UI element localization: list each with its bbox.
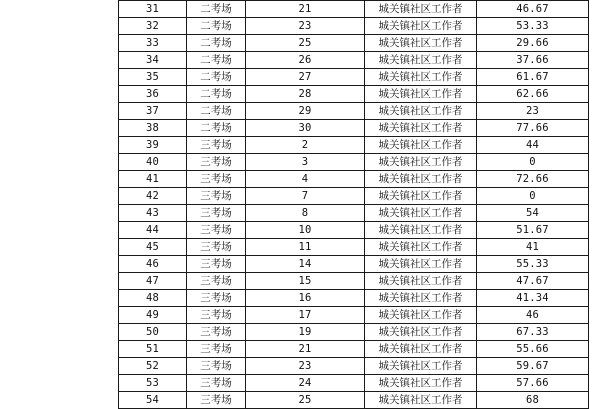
cell-seat-number — [246, 18, 365, 35]
table-row — [119, 307, 589, 324]
cell-score — [477, 290, 589, 307]
cell-seat-number — [246, 103, 365, 120]
cell-position — [365, 358, 477, 375]
cell-sequence-text: 42 — [145, 190, 160, 202]
cell-position — [365, 290, 477, 307]
cell-exam-room — [187, 273, 246, 290]
table-row — [119, 171, 589, 188]
cell-position-text: 城关镇社区工作者 — [378, 3, 463, 15]
table-row — [119, 375, 589, 392]
cell-position — [365, 375, 477, 392]
cell-score-text: 41.34 — [516, 292, 549, 304]
cell-score-text: 53.33 — [516, 20, 549, 32]
cell-exam-room-text: 三考场 — [200, 275, 232, 287]
cell-sequence-text: 41 — [145, 173, 160, 185]
cell-exam-room-text: 二考场 — [200, 122, 232, 134]
cell-position — [365, 341, 477, 358]
cell-score-text: 51.67 — [516, 224, 549, 236]
cell-sequence-text: 45 — [145, 241, 160, 253]
cell-sequence — [119, 324, 187, 341]
cell-score-text: 0 — [529, 156, 536, 168]
cell-position-text: 城关镇社区工作者 — [378, 139, 463, 151]
cell-sequence — [119, 120, 187, 137]
cell-exam-room-text: 三考场 — [200, 190, 232, 202]
cell-exam-room-text: 三考场 — [200, 224, 232, 236]
cell-sequence — [119, 307, 187, 324]
cell-sequence — [119, 69, 187, 86]
cell-sequence — [119, 188, 187, 205]
cell-seat-number — [246, 52, 365, 69]
cell-score — [477, 392, 589, 409]
cell-score — [477, 256, 589, 273]
cell-position-text: 城关镇社区工作者 — [378, 309, 463, 321]
cell-position-text: 城关镇社区工作者 — [378, 207, 463, 219]
cell-exam-room — [187, 52, 246, 69]
cell-exam-room — [187, 86, 246, 103]
table-row — [119, 256, 589, 273]
cell-exam-room-text: 三考场 — [200, 343, 232, 355]
cell-exam-room — [187, 222, 246, 239]
cell-sequence — [119, 358, 187, 375]
cell-seat-number-text: 11 — [298, 241, 312, 253]
cell-seat-number — [246, 205, 365, 222]
cell-seat-number-text: 30 — [298, 122, 312, 134]
cell-position — [365, 188, 477, 205]
cell-sequence-text: 35 — [145, 71, 160, 83]
cell-sequence — [119, 1, 187, 18]
cell-sequence-text: 52 — [145, 360, 160, 372]
cell-seat-number-text: 23 — [298, 20, 312, 32]
cell-exam-room — [187, 375, 246, 392]
cell-position — [365, 273, 477, 290]
cell-sequence-text: 33 — [145, 37, 160, 49]
cell-sequence-text: 50 — [145, 326, 160, 338]
cell-sequence-text: 37 — [145, 105, 160, 117]
cell-seat-number-text: 19 — [298, 326, 312, 338]
cell-position — [365, 171, 477, 188]
cell-position — [365, 392, 477, 409]
cell-seat-number — [246, 273, 365, 290]
cell-score — [477, 222, 589, 239]
cell-position-text: 城关镇社区工作者 — [378, 377, 463, 389]
cell-position — [365, 154, 477, 171]
cell-position-text: 城关镇社区工作者 — [378, 37, 463, 49]
cell-exam-room-text: 三考场 — [200, 309, 232, 321]
cell-position — [365, 307, 477, 324]
cell-exam-room — [187, 324, 246, 341]
cell-sequence-text: 47 — [145, 275, 160, 287]
cell-score — [477, 52, 589, 69]
cell-sequence-text: 32 — [145, 20, 160, 32]
cell-score — [477, 188, 589, 205]
cell-seat-number — [246, 239, 365, 256]
table-row — [119, 103, 589, 120]
cell-score-text: 68 — [525, 394, 540, 406]
cell-score — [477, 273, 589, 290]
cell-exam-room — [187, 392, 246, 409]
cell-exam-room-text: 三考场 — [200, 258, 232, 270]
cell-position-text: 城关镇社区工作者 — [378, 54, 463, 66]
table-row — [119, 18, 589, 35]
cell-exam-room — [187, 137, 246, 154]
cell-exam-room-text: 三考场 — [200, 292, 232, 304]
cell-sequence-text: 48 — [145, 292, 160, 304]
cell-sequence-text: 38 — [145, 122, 160, 134]
table-row — [119, 239, 589, 256]
cell-score — [477, 1, 589, 18]
cell-seat-number-text: 21 — [298, 343, 312, 355]
cell-position-text: 城关镇社区工作者 — [378, 394, 463, 406]
cell-sequence-text: 43 — [145, 207, 160, 219]
cell-score-text: 67.33 — [516, 326, 549, 338]
table-row — [119, 341, 589, 358]
cell-exam-room — [187, 103, 246, 120]
cell-seat-number-text: 27 — [298, 71, 312, 83]
table-row — [119, 1, 589, 18]
cell-score-text: 55.66 — [516, 343, 549, 355]
cell-score — [477, 69, 589, 86]
cell-exam-room — [187, 307, 246, 324]
cell-position — [365, 137, 477, 154]
cell-score-text: 41 — [525, 241, 540, 253]
table-row — [119, 69, 589, 86]
cell-seat-number-text: 29 — [298, 105, 312, 117]
cell-sequence — [119, 273, 187, 290]
table-row — [119, 188, 589, 205]
cell-exam-room-text: 三考场 — [200, 207, 232, 219]
score-table — [118, 0, 589, 409]
cell-sequence — [119, 341, 187, 358]
cell-score — [477, 35, 589, 52]
cell-sequence — [119, 103, 187, 120]
cell-exam-room — [187, 239, 246, 256]
cell-seat-number-text: 28 — [298, 88, 312, 100]
cell-score-text: 23 — [525, 105, 540, 117]
cell-position-text: 城关镇社区工作者 — [378, 122, 463, 134]
cell-score-text: 72.66 — [516, 173, 549, 185]
cell-seat-number — [246, 120, 365, 137]
cell-seat-number — [246, 222, 365, 239]
cell-seat-number — [246, 35, 365, 52]
cell-sequence-text: 31 — [145, 3, 160, 15]
cell-seat-number — [246, 392, 365, 409]
cell-sequence — [119, 154, 187, 171]
cell-sequence-text: 51 — [145, 343, 160, 355]
cell-sequence — [119, 18, 187, 35]
cell-sequence-text: 34 — [145, 54, 160, 66]
cell-position — [365, 239, 477, 256]
cell-position-text: 城关镇社区工作者 — [378, 224, 463, 236]
cell-seat-number — [246, 171, 365, 188]
cell-exam-room-text: 三考场 — [200, 326, 232, 338]
cell-exam-room-text: 二考场 — [200, 71, 232, 83]
table-row — [119, 290, 589, 307]
cell-exam-room-text: 二考场 — [200, 20, 232, 32]
cell-position-text: 城关镇社区工作者 — [378, 71, 463, 83]
cell-score — [477, 137, 589, 154]
cell-exam-room — [187, 358, 246, 375]
cell-sequence — [119, 392, 187, 409]
cell-position — [365, 35, 477, 52]
cell-position-text: 城关镇社区工作者 — [378, 88, 463, 100]
cell-sequence — [119, 239, 187, 256]
cell-sequence — [119, 205, 187, 222]
cell-position — [365, 256, 477, 273]
cell-score-text: 61.67 — [516, 71, 549, 83]
cell-seat-number — [246, 154, 365, 171]
cell-seat-number-text: 4 — [301, 173, 309, 185]
cell-score-text: 46 — [525, 309, 540, 321]
cell-exam-room-text: 三考场 — [200, 173, 232, 185]
table-row — [119, 358, 589, 375]
cell-score-text: 37.66 — [516, 54, 549, 66]
cell-seat-number — [246, 290, 365, 307]
table-body — [119, 1, 589, 409]
cell-exam-room-text: 三考场 — [200, 360, 232, 372]
cell-sequence-text: 53 — [145, 377, 160, 389]
cell-score-text: 54 — [525, 207, 540, 219]
cell-score — [477, 324, 589, 341]
table-row — [119, 154, 589, 171]
cell-score-text: 57.66 — [516, 377, 549, 389]
cell-exam-room — [187, 154, 246, 171]
cell-seat-number — [246, 256, 365, 273]
cell-sequence — [119, 375, 187, 392]
cell-position-text: 城关镇社区工作者 — [378, 20, 463, 32]
cell-exam-room — [187, 290, 246, 307]
cell-score — [477, 205, 589, 222]
cell-score — [477, 154, 589, 171]
cell-exam-room — [187, 1, 246, 18]
cell-position-text: 城关镇社区工作者 — [378, 173, 463, 185]
cell-sequence — [119, 52, 187, 69]
cell-sequence-text: 39 — [145, 139, 160, 151]
table-row — [119, 52, 589, 69]
cell-seat-number — [246, 137, 365, 154]
cell-exam-room — [187, 18, 246, 35]
cell-exam-room-text: 三考场 — [200, 241, 232, 253]
cell-exam-room-text: 二考场 — [200, 54, 232, 66]
cell-seat-number — [246, 375, 365, 392]
cell-score-text: 55.33 — [516, 258, 549, 270]
cell-exam-room-text: 三考场 — [200, 139, 232, 151]
cell-seat-number-text: 25 — [298, 37, 312, 49]
cell-score-text: 0 — [529, 190, 536, 202]
cell-seat-number-text: 16 — [298, 292, 312, 304]
cell-seat-number-text: 21 — [298, 3, 312, 15]
cell-exam-room — [187, 205, 246, 222]
cell-seat-number-text: 7 — [301, 190, 309, 202]
cell-sequence-text: 49 — [145, 309, 160, 321]
cell-score — [477, 120, 589, 137]
cell-exam-room-text: 二考场 — [200, 37, 232, 49]
cell-sequence-text: 40 — [145, 156, 160, 168]
cell-seat-number-text: 17 — [298, 309, 312, 321]
cell-seat-number — [246, 307, 365, 324]
table-row — [119, 120, 589, 137]
cell-score — [477, 341, 589, 358]
cell-sequence — [119, 290, 187, 307]
cell-position — [365, 18, 477, 35]
cell-position-text: 城关镇社区工作者 — [378, 258, 463, 270]
cell-score — [477, 358, 589, 375]
cell-position — [365, 69, 477, 86]
cell-seat-number — [246, 188, 365, 205]
table-row — [119, 35, 589, 52]
cell-sequence-text: 36 — [145, 88, 160, 100]
cell-score-text: 29.66 — [516, 37, 549, 49]
cell-seat-number — [246, 358, 365, 375]
cell-exam-room-text: 三考场 — [200, 156, 232, 168]
table-row — [119, 137, 589, 154]
cell-score-text: 47.67 — [516, 275, 549, 287]
cell-seat-number — [246, 69, 365, 86]
cell-position — [365, 222, 477, 239]
cell-exam-room — [187, 188, 246, 205]
cell-seat-number-text: 26 — [298, 54, 312, 66]
cell-seat-number — [246, 1, 365, 18]
cell-exam-room — [187, 171, 246, 188]
cell-exam-room-text: 三考场 — [200, 377, 232, 389]
cell-position-text: 城关镇社区工作者 — [378, 343, 463, 355]
cell-seat-number-text: 2 — [301, 139, 309, 151]
cell-position — [365, 52, 477, 69]
cell-position-text: 城关镇社区工作者 — [378, 241, 463, 253]
cell-score — [477, 375, 589, 392]
table-row — [119, 86, 589, 103]
cell-score — [477, 103, 589, 120]
cell-seat-number — [246, 86, 365, 103]
cell-seat-number-text: 23 — [298, 360, 312, 372]
cell-position — [365, 103, 477, 120]
cell-sequence — [119, 171, 187, 188]
cell-position — [365, 324, 477, 341]
cell-score — [477, 86, 589, 103]
cell-score — [477, 307, 589, 324]
cell-seat-number — [246, 341, 365, 358]
cell-exam-room-text: 二考场 — [200, 88, 232, 100]
cell-exam-room — [187, 341, 246, 358]
cell-score — [477, 171, 589, 188]
cell-score-text: 62.66 — [516, 88, 549, 100]
cell-position — [365, 86, 477, 103]
cell-exam-room — [187, 69, 246, 86]
cell-seat-number-text: 24 — [298, 377, 312, 389]
cell-sequence-text: 46 — [145, 258, 160, 270]
cell-seat-number-text: 15 — [298, 275, 312, 287]
cell-sequence — [119, 222, 187, 239]
cell-score-text: 46.67 — [516, 3, 549, 15]
cell-score-text: 44 — [525, 139, 540, 151]
cell-sequence-text: 44 — [145, 224, 160, 236]
cell-sequence-text: 54 — [145, 394, 160, 406]
cell-sequence — [119, 35, 187, 52]
cell-position-text: 城关镇社区工作者 — [378, 190, 463, 202]
cell-score-text: 77.66 — [516, 122, 549, 134]
cell-sequence — [119, 137, 187, 154]
cell-exam-room-text: 二考场 — [200, 105, 232, 117]
table-row — [119, 324, 589, 341]
cell-exam-room-text: 三考场 — [200, 394, 232, 406]
cell-position-text: 城关镇社区工作者 — [378, 105, 463, 117]
cell-position — [365, 1, 477, 18]
table-row — [119, 273, 589, 290]
table-row — [119, 222, 589, 239]
cell-position-text: 城关镇社区工作者 — [378, 275, 463, 287]
cell-position-text: 城关镇社区工作者 — [378, 360, 463, 372]
table-row — [119, 392, 589, 409]
cell-position-text: 城关镇社区工作者 — [378, 326, 463, 338]
cell-sequence — [119, 256, 187, 273]
cell-seat-number-text: 10 — [298, 224, 312, 236]
cell-exam-room — [187, 120, 246, 137]
cell-exam-room-text: 二考场 — [200, 3, 232, 15]
cell-seat-number-text: 25 — [298, 394, 312, 406]
cell-score-text: 59.67 — [516, 360, 549, 372]
cell-seat-number-text: 8 — [301, 207, 309, 219]
cell-seat-number — [246, 324, 365, 341]
cell-seat-number-text: 14 — [298, 258, 312, 270]
cell-position — [365, 120, 477, 137]
cell-position-text: 城关镇社区工作者 — [378, 292, 463, 304]
cell-position-text: 城关镇社区工作者 — [378, 156, 463, 168]
cell-seat-number-text: 3 — [301, 156, 309, 168]
cell-exam-room — [187, 35, 246, 52]
cell-exam-room — [187, 256, 246, 273]
cell-sequence — [119, 86, 187, 103]
table-row — [119, 205, 589, 222]
cell-score — [477, 18, 589, 35]
cell-score — [477, 239, 589, 256]
cell-position — [365, 205, 477, 222]
